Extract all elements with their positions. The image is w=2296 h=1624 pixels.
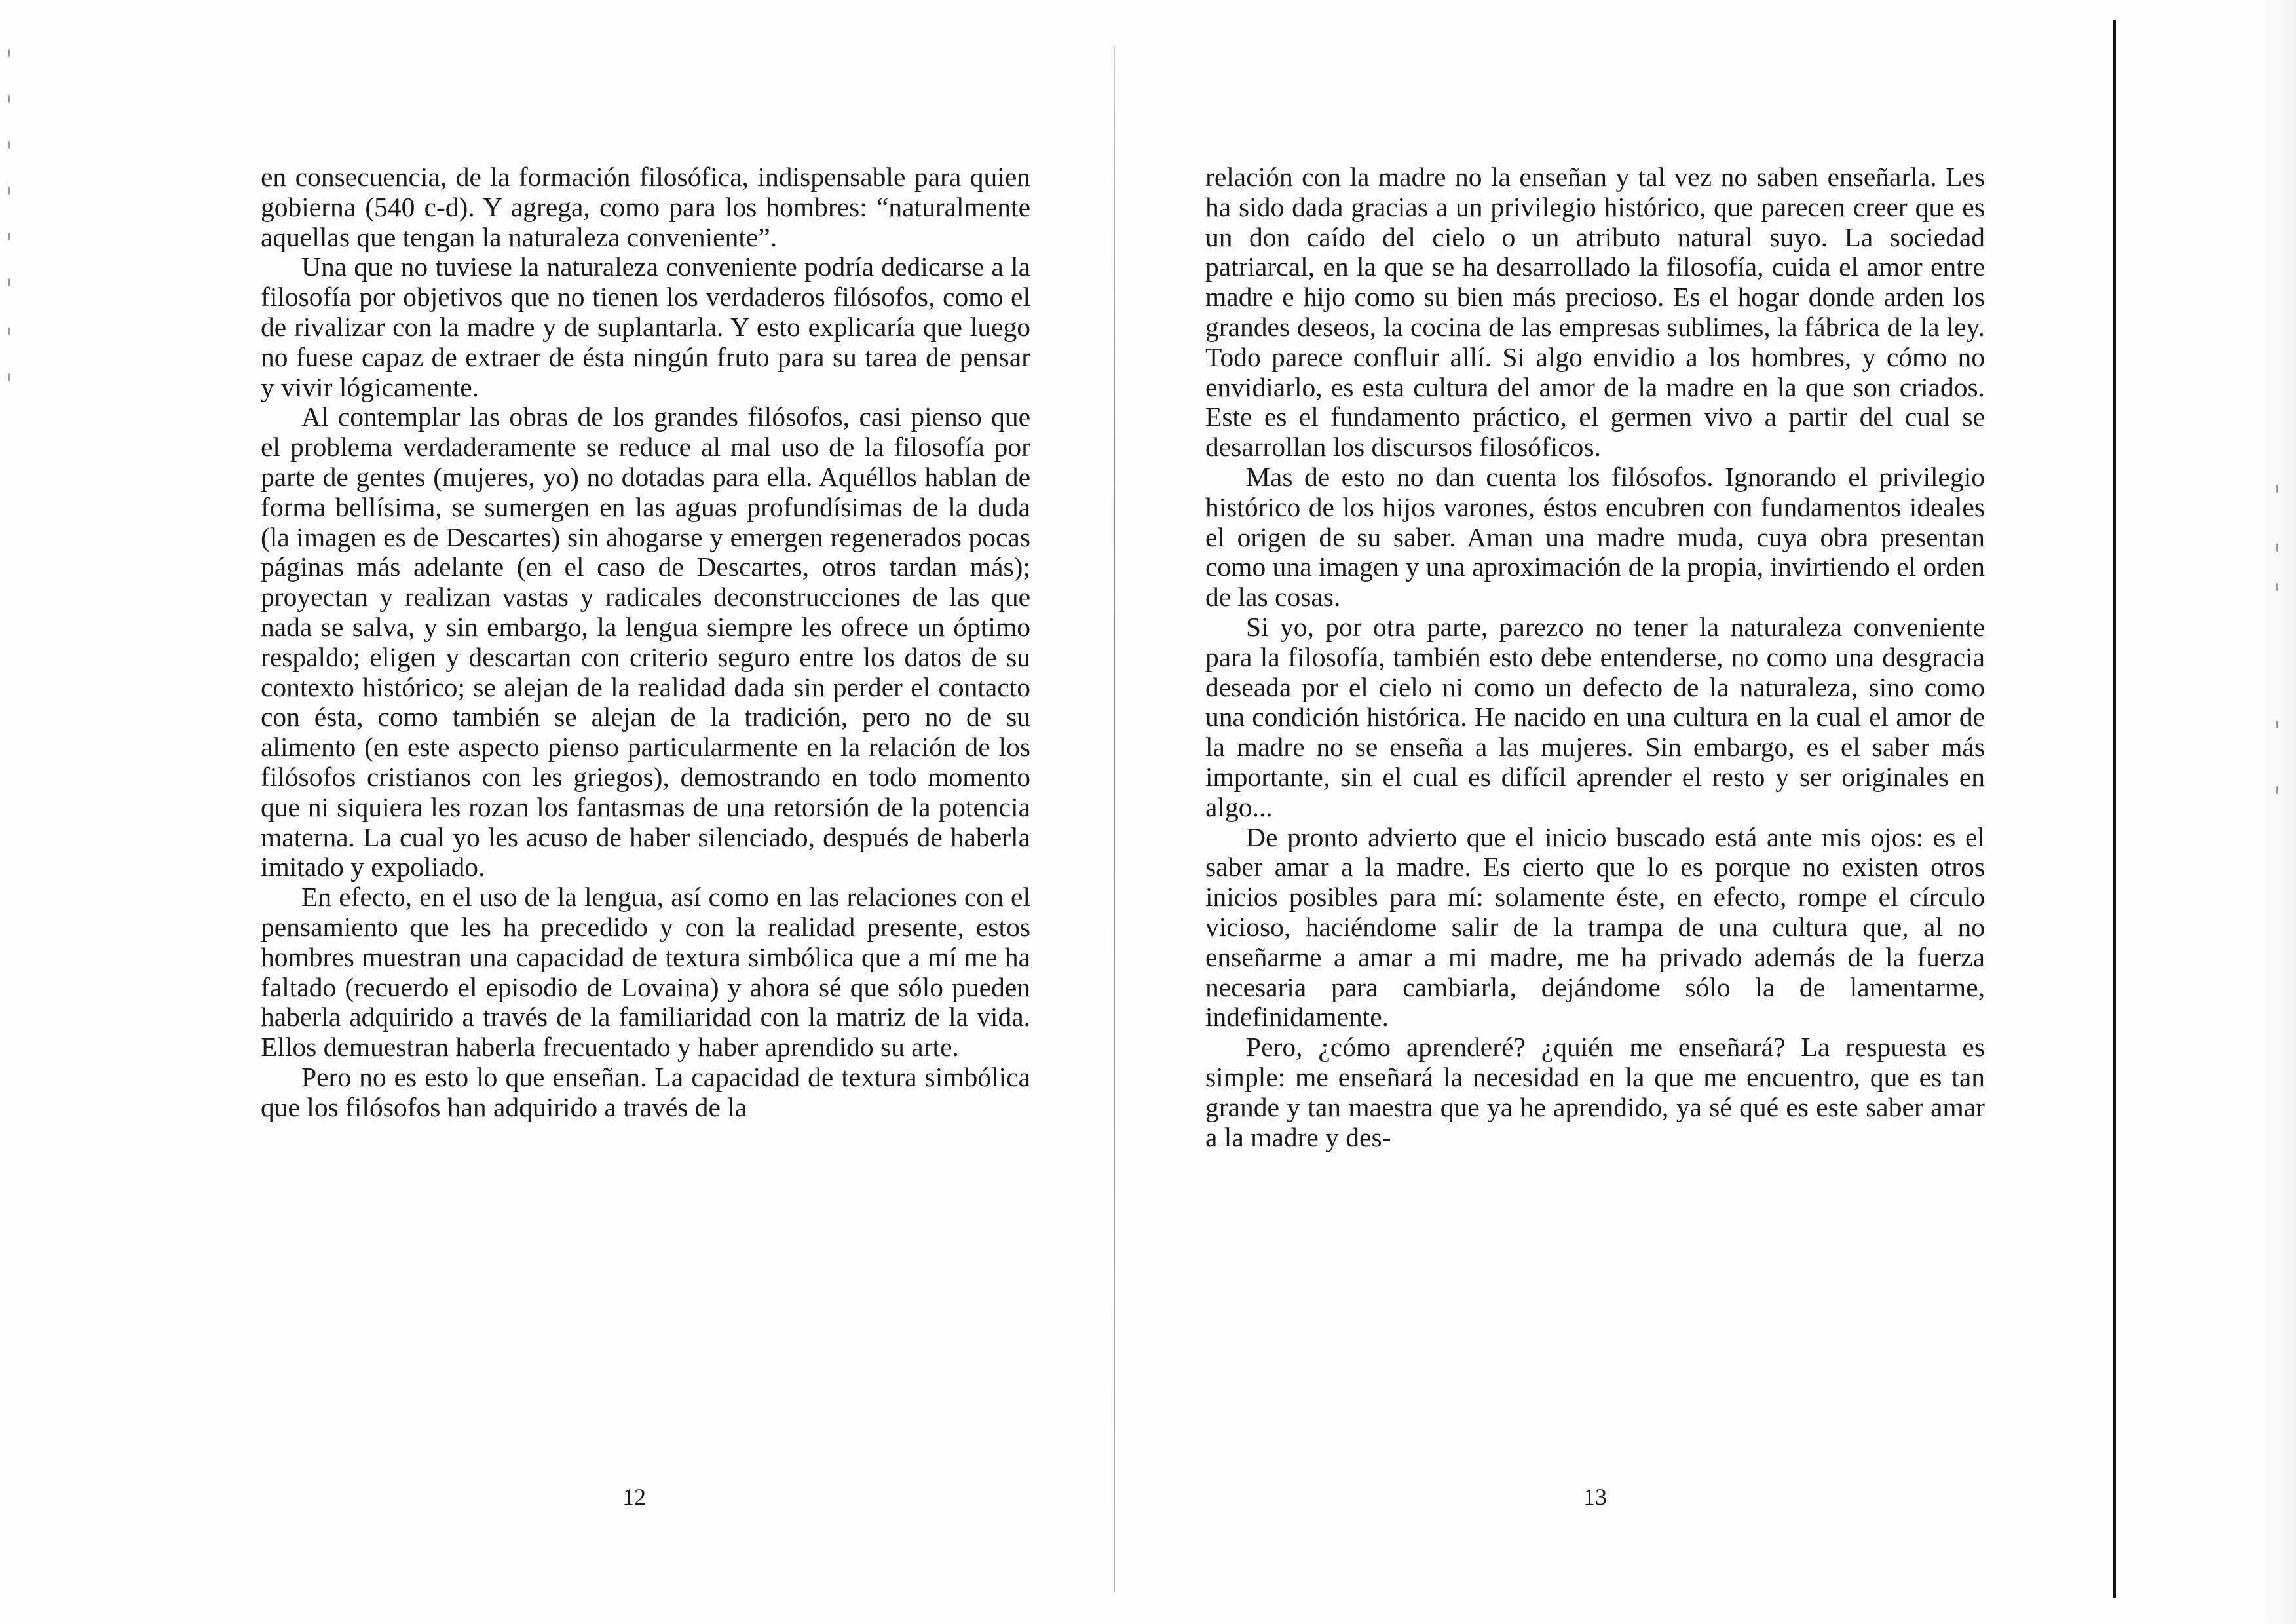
paragraph: en consecuencia, de la formación filosófica, indispensable para quien gobierna (540 c-d). Y agrega, como para los hombres: “naturalmente aquellas que tengan la naturaleza conveniente”. <box>261 162 1030 252</box>
page-number: 12 <box>622 1484 646 1510</box>
page-number: 13 <box>1583 1484 1607 1510</box>
left-page-text <box>261 162 1030 1123</box>
right-page <box>1114 0 2296 1624</box>
paragraph: En efecto, en el uso de la lengua, así como en las relaciones con el pensamiento que les ha precedido y con la realidad presente, estos hombres muestran una capacidad de textura simbólica que a mí me ha faltado (recuerdo el episodio de Lovaina) y ahora sé que sólo pueden haberla adquirido a través de la familiaridad con la matriz de la vida. Ellos demuestran haberla frecuentado y haber aprendido su arte. <box>261 882 1030 1063</box>
right-page-text <box>1205 162 1985 1152</box>
paragraph: Una que no tuviese la naturaleza conveniente podría dedicarse a la filosofía por objetivos que no tienen los verdaderos filósofos, como el de rivalizar con la madre y de suplantarla. Y esto explicaría que luego no fuese capaz de extraer de ésta ningún fruto para su tarea de pensar y vivir lógicamente. <box>261 252 1030 402</box>
paragraph: relación con la madre no la enseñan y tal vez no saben enseñarla. Les ha sido dada gracias a un privilegio histórico, que parecen creer que es un don caído del cielo o un atributo natural suyo. La sociedad patriarcal, en la que se ha desarrollado la filosofía, cuida el amor entre madre e hijo como su bien más precioso. Es el hogar donde arden los grandes deseos, la cocina de las empresas sublimes, la fábrica de la ley. Todo parece confluir allí. Si algo envidio a los hombres, y cómo no envidiarlo, es esta cultura del amor de la madre en la que son criados. Este es el fundamento práctico, el germen vivo a partir del cual se desarrollan los discursos filosóficos. <box>1205 162 1985 463</box>
paragraph: Si yo, por otra parte, parezco no tener la naturaleza conveniente para la filosofía, también esto debe entenderse, no como una desgracia deseada por el cielo ni como un defecto de la naturaleza, sino como una condición histórica. He nacido en una cultura en la cual el amor de la madre no se enseña a las mujeres. Sin embargo, es el saber más importante, sin el cual es difícil aprender el resto y ser originales en algo... <box>1205 611 1985 822</box>
left-page <box>0 0 1114 1624</box>
paragraph: Mas de esto no dan cuenta los filósofos. Ignorando el privilegio histórico de los hijos varones, éstos encubren con fundamentos ideales el origen de su saber. Aman una madre muda, cuya obra presentan como una imagen y una aproximación de la propia, invirtiendo el orden de las cosas. <box>1205 461 1985 613</box>
paragraph: Al contemplar las obras de los grandes filósofos, casi pienso que el problema verdaderamente se reduce al mal uso de la filosofía por parte de gentes (mujeres, yo) no dotadas para ella. Aquéllos hablan de forma bellísima, se sumergen en las aguas profundísimas de la duda (la imagen es de Descartes) sin ahogarse y emergen regenerados pocas páginas más adelante (en el caso de Descartes, otros tardan más); proyectan y realizan vastas y radicales deconstrucciones de las que nada se salva, y sin embargo, la lengua siempre les ofrece un óptimo respaldo; eligen y descartan con criterio seguro entre los datos de su contexto histórico; se alejan de la realidad dada sin perder el contacto con ésta, como también se alejan de la tradición, pero no de su alimento (en este aspecto pienso particularmente en la relación de los filósofos cristianos con les griegos), demostrando en todo momento que ni siquiera les rozan los fantasmas de una retorsión de la potencia materna. La cual yo les acuso de haber silenciado, después de haberla imitado y expoliado. <box>261 402 1030 882</box>
paragraph: Pero no es esto lo que enseñan. La capacidad de textura simbólica que los filósofos han adquirido a través de la <box>261 1061 1030 1122</box>
paragraph: De pronto advierto que el inicio buscado está ante mis ojos: es el saber amar a la madre. Es cierto que lo es porque no existen otros inicios posibles para mí: solamente éste, en efecto, rompe el círculo vicioso, haciéndome salir de la trampa de una cultura que, al no enseñarme a amar a mi madre, me ha privado además de la fuerza necesaria para cambiarla, dejándome sólo la de lamentarme, indefinidamente. <box>1205 821 1985 1032</box>
paragraph: Pero, ¿cómo aprenderé? ¿quién me enseñará? La respuesta es simple: me enseñará la necesidad en la que me encuentro, que es tan grande y tan maestra que ya he aprendido, ya sé qué es este saber amar a la madre y des- <box>1205 1032 1985 1152</box>
